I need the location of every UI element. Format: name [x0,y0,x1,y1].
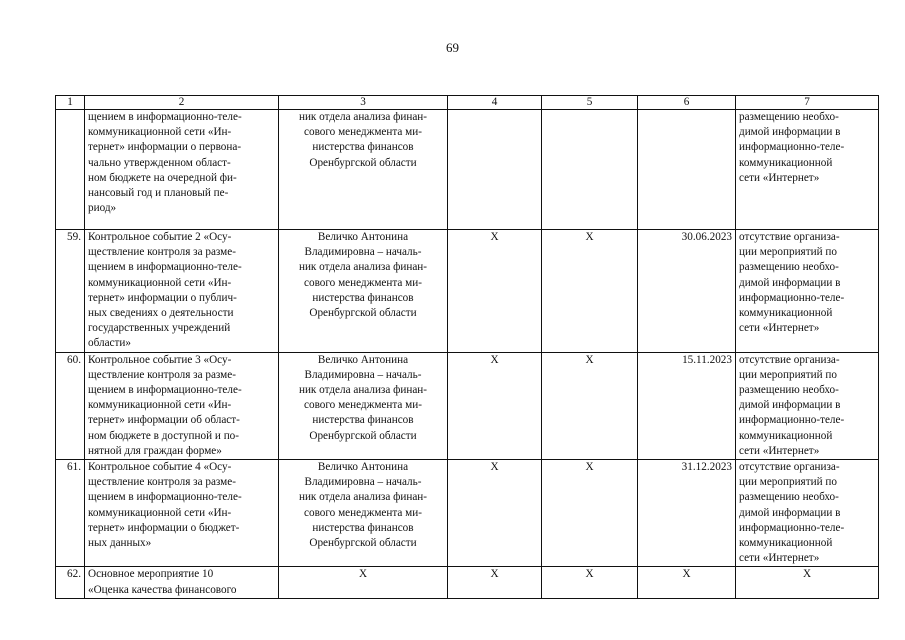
col5-cell: X [542,460,638,567]
risk-text-line: коммуникационной [739,537,833,550]
responsible-text-line: ник отдела анализа финан- [298,111,428,123]
event-text-line: ном бюджете на очередной фи- [88,171,237,184]
event-text-line: Основное мероприятие 10 [88,568,214,581]
risk-text-line: информационно-теле- [739,291,845,304]
risk-text-line: димой информации в [739,506,841,519]
risk-text-line: отсутствие организа- [739,461,840,474]
table-row [56,352,879,459]
event-text-line: ных данных» [88,537,152,550]
risk-cell [736,352,879,459]
responsible-text-line: X [358,568,368,581]
risk-text-line: размещению необхо- [739,261,839,274]
responsible-cell [279,460,448,567]
responsible-text-line: Владимировна – началь- [304,476,422,489]
event-text-line: риод» [88,202,117,215]
responsible-text-line: ник отдела анализа финан- [298,491,428,504]
risk-text-line: отсутствие организа- [739,353,840,366]
responsible-text-line: Величко Антонина [317,353,409,366]
row-number: 61. [56,460,85,567]
responsible-text-line: сового менеджмента ми- [304,399,422,412]
risk-text-line: X [802,568,812,581]
event-text-line: ществление контроля за разме- [88,476,236,489]
event-text-line: ществление контроля за разме- [88,368,236,381]
risk-text-line: информационно-теле- [739,141,845,154]
responsible-cell [279,352,448,459]
event-text-line: тернет» информации об област- [88,414,240,427]
event-text-line: чально утвержденном област- [88,156,231,169]
responsible-text-line: сового менеджмента ми- [304,506,422,519]
date-cell: 31.12.2023 [638,460,736,567]
responsible-cell [279,230,448,353]
risk-text-line: отсутствие организа- [739,231,840,243]
event-text-line: ных сведениях о деятельности [88,307,234,320]
event-text-line: щением в информационно-теле- [88,491,242,504]
risk-text-line: коммуникационной [739,429,833,442]
col4-cell: X [448,352,542,459]
header-row [56,96,879,110]
risk-text-line: сети «Интернет» [739,444,820,457]
event-text-line: тернет» информации о бюджет- [88,521,240,534]
header-cell: 1 [56,96,85,110]
responsible-text-line: сового менеджмента ми- [304,126,422,139]
risk-text-line: информационно-теле- [739,521,845,534]
responsible-text-line: Оренбургской области [309,429,417,442]
responsible-text-line: Оренбургской области [309,307,417,320]
row-number: 62. [56,567,85,598]
responsible-text-line: Величко Антонина [317,461,409,474]
responsible-text-line: нистерства финансов [312,291,414,304]
event-text-line: ном бюджете в доступной и по- [88,429,240,442]
responsible-cell [279,110,448,230]
event-text-line: «Оценка качества финансового [88,583,237,596]
date-cell: 15.11.2023 [638,352,736,459]
plan-table [55,95,879,599]
event-cell [85,460,279,567]
risk-cell [736,110,879,230]
event-text-line: коммуникационной сети «Ин- [88,399,232,412]
responsible-text-line: нистерства финансов [312,141,414,154]
col4-cell: X [448,567,542,598]
header-cell: 3 [279,96,448,110]
table-row [56,230,879,353]
event-text-line: щением в информационно-теле- [88,384,242,397]
event-cell [85,567,279,598]
risk-text-line: ции мероприятий по [739,246,837,259]
date-cell [638,110,736,230]
event-text-line: Контрольное событие 4 «Осу- [88,461,232,474]
date-cell: 30.06.2023 [638,230,736,353]
responsible-text-line: Владимировна – началь- [304,246,422,259]
risk-text-line: информационно-теле- [739,414,845,427]
event-text-line: нансовый год и плановый пе- [88,187,229,200]
responsible-cell [279,567,448,598]
event-cell [85,230,279,353]
risk-text-line: размещению необхо- [739,491,839,504]
responsible-text-line: ник отдела анализа финан- [298,384,428,397]
responsible-text-line: Величко Антонина [317,231,409,243]
header-cell: 5 [542,96,638,110]
event-cell [85,352,279,459]
risk-text-line: размещению необхо- [739,384,839,397]
col5-cell: X [542,352,638,459]
event-text-line: тернет» информации о первона- [88,141,242,154]
event-text-line: Контрольное событие 3 «Осу- [88,353,232,366]
header-cell: 7 [736,96,879,110]
risk-text-line: сети «Интернет» [739,171,820,184]
event-text-line: ществление контроля за разме- [88,246,236,259]
risk-text-line: ции мероприятий по [739,476,837,489]
col5-cell [542,110,638,230]
row-number [56,110,85,230]
event-text-line: щением в информационно-теле- [88,111,242,123]
page-number: 69 [446,40,459,55]
col4-cell: X [448,230,542,353]
risk-text-line: димой информации в [739,276,841,289]
risk-text-line: димой информации в [739,126,841,139]
risk-text-line: димой информации в [739,399,841,412]
table-row [56,110,879,230]
table-row [56,460,879,567]
table-row [56,567,879,598]
responsible-text-line: Оренбургской области [309,537,417,550]
responsible-text-line: нистерства финансов [312,414,414,427]
header-cell: 6 [638,96,736,110]
row-number: 60. [56,352,85,459]
risk-text-line: размещению необхо- [739,111,839,123]
header-cell: 2 [85,96,279,110]
responsible-text-line: сового менеджмента ми- [304,276,422,289]
risk-text-line: сети «Интернет» [739,552,820,565]
event-text-line: тернет» информации о публич- [88,291,237,304]
risk-cell [736,460,879,567]
event-text-line: нятной для граждан форме» [88,444,222,457]
responsible-text-line: Владимировна – началь- [304,368,422,381]
risk-cell [736,567,879,598]
col5-cell: X [542,230,638,353]
risk-text-line: сети «Интернет» [739,322,820,335]
responsible-text-line: Оренбургской области [309,156,417,169]
event-text-line: коммуникационной сети «Ин- [88,506,232,519]
col4-cell: X [448,460,542,567]
date-cell: X [638,567,736,598]
col5-cell: X [542,567,638,598]
event-text-line: Контрольное событие 2 «Осу- [88,231,232,243]
event-cell [85,110,279,230]
event-text-line: коммуникационной сети «Ин- [88,276,232,289]
risk-text-line: коммуникационной [739,307,833,320]
row-number: 59. [56,230,85,353]
responsible-text-line: нистерства финансов [312,521,414,534]
event-text-line: коммуникационной сети «Ин- [88,126,232,139]
responsible-text-line: ник отдела анализа финан- [298,261,428,274]
risk-text-line: коммуникационной [739,156,833,169]
event-text-line: области» [88,337,131,350]
header-cell: 4 [448,96,542,110]
risk-text-line: ции мероприятий по [739,368,837,381]
event-text-line: щением в информационно-теле- [88,261,242,274]
risk-cell [736,230,879,353]
col4-cell [448,110,542,230]
event-text-line: государственных учреждений [88,322,231,335]
